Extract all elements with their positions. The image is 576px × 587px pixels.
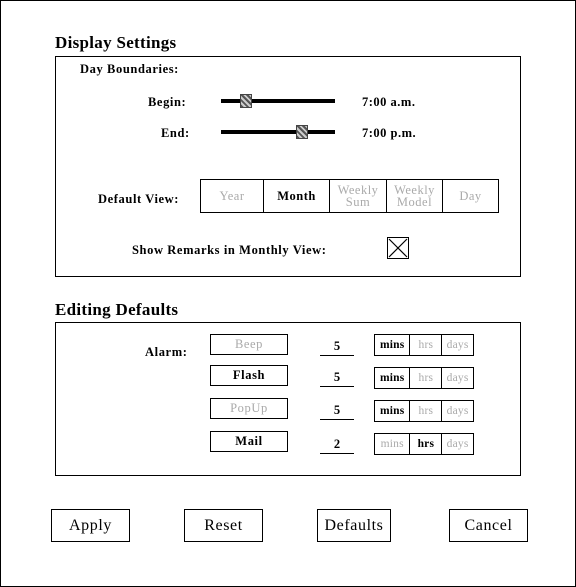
alarm-flash-button[interactable]: Flash: [210, 365, 288, 386]
checkmark-x-icon: [388, 238, 408, 258]
view-option-weekly-sum[interactable]: Weekly Sum: [329, 180, 386, 212]
alarm-popup-units: [374, 400, 474, 422]
alarm-beep-button[interactable]: Beep: [210, 334, 288, 355]
alarm-label: Alarm:: [145, 345, 188, 359]
editing-defaults-title: Editing Defaults: [55, 300, 179, 319]
unit-hrs[interactable]: hrs: [409, 401, 441, 421]
unit-mins[interactable]: mins: [380, 438, 404, 450]
end-label: End:: [161, 126, 190, 140]
alarm-popup-button[interactable]: PopUp: [210, 398, 288, 419]
end-slider-track[interactable]: [221, 130, 335, 134]
unit-days[interactable]: days: [441, 401, 473, 421]
begin-label: Begin:: [148, 95, 187, 109]
alarm-mail-units: [374, 433, 474, 455]
view-option-weekly-model[interactable]: Weekly Model: [386, 180, 442, 212]
unit-days[interactable]: days: [441, 368, 473, 388]
unit-mins[interactable]: mins: [380, 339, 405, 351]
begin-time-value: 7:00 a.m.: [362, 95, 416, 109]
alarm-mail-amount[interactable]: 2: [320, 434, 354, 454]
apply-button[interactable]: Apply: [51, 509, 130, 542]
default-view-selector: [200, 179, 499, 213]
alarm-beep-amount[interactable]: 5: [320, 336, 354, 356]
unit-days[interactable]: days: [441, 434, 473, 454]
show-remarks-checkbox[interactable]: [387, 237, 409, 259]
unit-hrs[interactable]: hrs: [409, 335, 441, 355]
begin-slider-track[interactable]: [221, 99, 335, 103]
day-boundaries-label: Day Boundaries:: [80, 62, 179, 76]
alarm-beep-units: [374, 334, 474, 356]
begin-slider-thumb[interactable]: [240, 94, 252, 108]
alarm-popup-amount[interactable]: 5: [320, 400, 354, 420]
reset-button[interactable]: Reset: [184, 509, 263, 542]
cancel-button[interactable]: Cancel: [449, 509, 528, 542]
alarm-flash-units: [374, 367, 474, 389]
unit-mins[interactable]: mins: [380, 372, 405, 384]
view-option-year[interactable]: Year: [219, 189, 245, 203]
end-slider-thumb[interactable]: [296, 125, 308, 139]
defaults-button[interactable]: Defaults: [317, 509, 391, 542]
unit-days[interactable]: days: [441, 335, 473, 355]
view-option-month[interactable]: Month: [263, 180, 329, 212]
show-remarks-label: Show Remarks in Monthly View:: [132, 243, 327, 257]
default-view-label: Default View:: [98, 192, 180, 206]
end-time-value: 7:00 p.m.: [362, 126, 417, 140]
unit-mins[interactable]: mins: [380, 405, 405, 417]
alarm-mail-button[interactable]: Mail: [210, 431, 288, 452]
view-option-day[interactable]: Day: [442, 180, 498, 212]
unit-hrs[interactable]: hrs: [409, 368, 441, 388]
unit-hrs[interactable]: hrs: [409, 434, 441, 454]
display-settings-title: Display Settings: [55, 33, 177, 52]
alarm-flash-amount[interactable]: 5: [320, 367, 354, 387]
